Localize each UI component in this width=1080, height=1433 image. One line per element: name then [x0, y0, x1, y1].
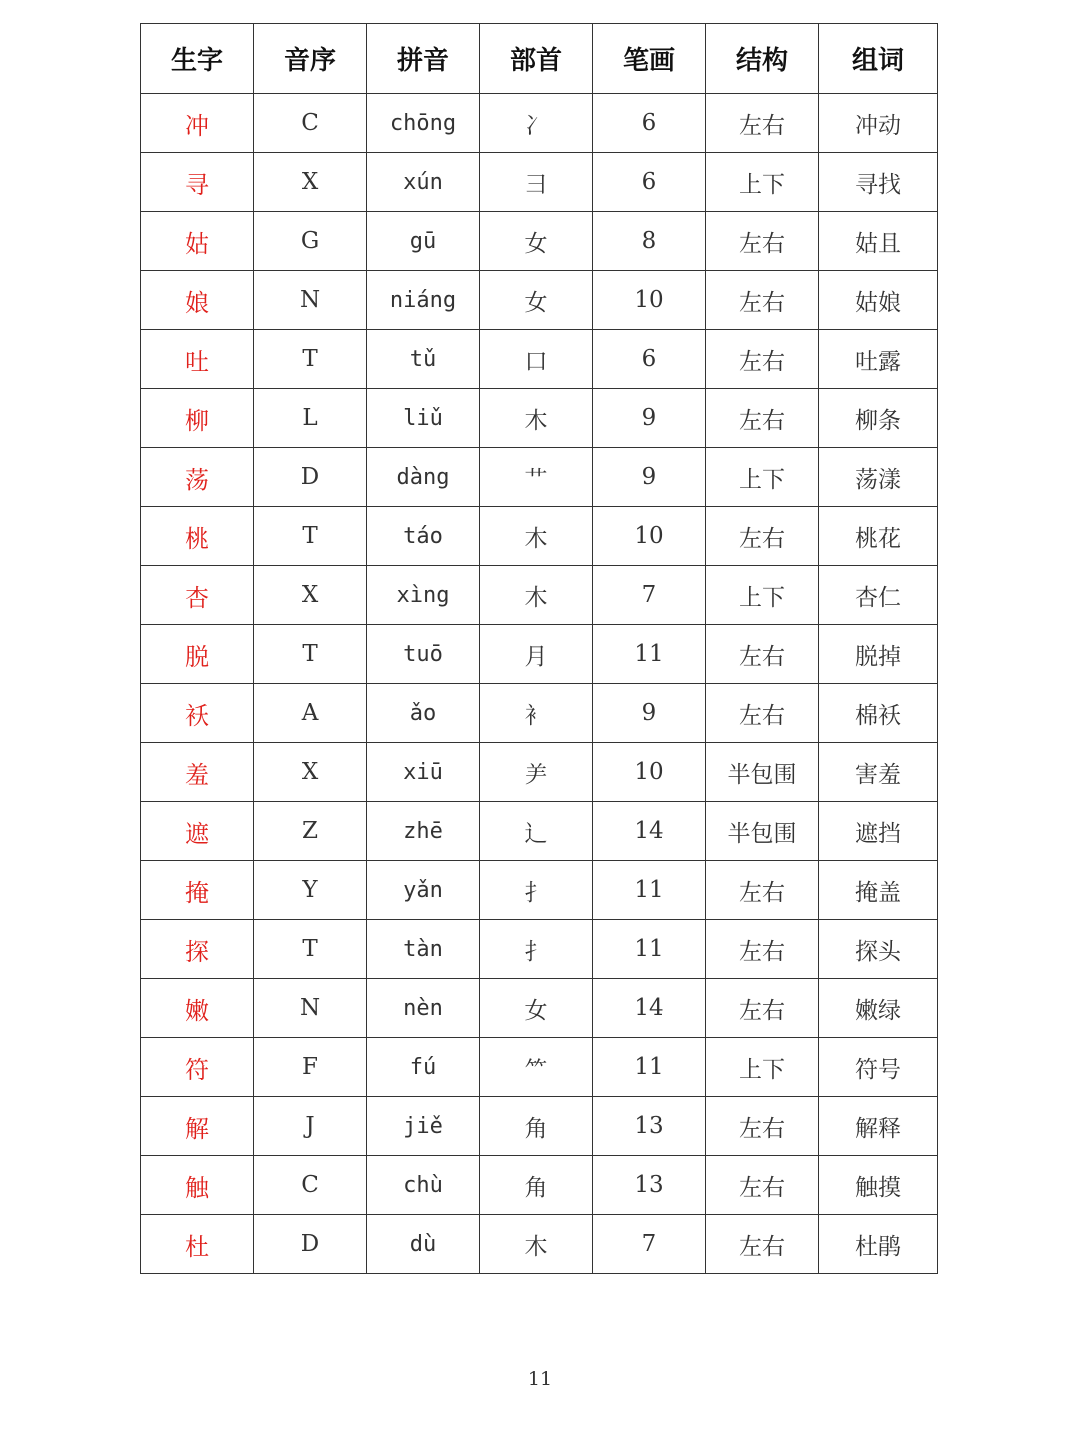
- character-cell: 嫩: [141, 979, 254, 1038]
- table-row: [141, 448, 938, 507]
- radical-cell: 女: [480, 979, 593, 1038]
- word-cell: 杜鹃: [819, 1215, 938, 1274]
- strokes-cell: 10: [593, 271, 706, 330]
- structure-cell: 左右: [706, 979, 819, 1038]
- strokes-cell: 13: [593, 1156, 706, 1215]
- vocabulary-table: [140, 23, 938, 1274]
- strokes-cell: 9: [593, 389, 706, 448]
- character-cell: 遮: [141, 802, 254, 861]
- structure-cell: 左右: [706, 330, 819, 389]
- word-cell: 姑且: [819, 212, 938, 271]
- character-cell: 探: [141, 920, 254, 979]
- structure-cell: 上下: [706, 153, 819, 212]
- structure-cell: 左右: [706, 389, 819, 448]
- header-strokes: 笔画: [593, 24, 706, 94]
- structure-cell: 上下: [706, 448, 819, 507]
- strokes-cell: 13: [593, 1097, 706, 1156]
- character-cell: 寻: [141, 153, 254, 212]
- table-row: [141, 743, 938, 802]
- pinyin-cell: jiě: [367, 1097, 480, 1156]
- word-cell: 荡漾: [819, 448, 938, 507]
- word-cell: 遮挡: [819, 802, 938, 861]
- radical-cell: 辶: [480, 802, 593, 861]
- header-pinyin: 拼音: [367, 24, 480, 94]
- structure-cell: 左右: [706, 1097, 819, 1156]
- structure-cell: 左右: [706, 507, 819, 566]
- table-row: [141, 1215, 938, 1274]
- character-cell: 掩: [141, 861, 254, 920]
- pinyin-cell: xún: [367, 153, 480, 212]
- table-row: [141, 1097, 938, 1156]
- initial-cell: T: [254, 920, 367, 979]
- pinyin-cell: dù: [367, 1215, 480, 1274]
- initial-cell: T: [254, 625, 367, 684]
- radical-cell: ⺮: [480, 1038, 593, 1097]
- character-cell: 杜: [141, 1215, 254, 1274]
- pinyin-cell: liǔ: [367, 389, 480, 448]
- header-structure: 结构: [706, 24, 819, 94]
- radical-cell: 衤: [480, 684, 593, 743]
- pinyin-cell: yǎn: [367, 861, 480, 920]
- strokes-cell: 6: [593, 153, 706, 212]
- pinyin-cell: táo: [367, 507, 480, 566]
- structure-cell: 左右: [706, 212, 819, 271]
- character-cell: 羞: [141, 743, 254, 802]
- initial-cell: C: [254, 1156, 367, 1215]
- structure-cell: 左右: [706, 920, 819, 979]
- strokes-cell: 11: [593, 920, 706, 979]
- structure-cell: 左右: [706, 1156, 819, 1215]
- word-cell: 触摸: [819, 1156, 938, 1215]
- character-cell: 娘: [141, 271, 254, 330]
- table-header-row: [141, 24, 938, 94]
- strokes-cell: 7: [593, 566, 706, 625]
- strokes-cell: 9: [593, 448, 706, 507]
- pinyin-cell: xiū: [367, 743, 480, 802]
- initial-cell: G: [254, 212, 367, 271]
- pinyin-cell: tàn: [367, 920, 480, 979]
- radical-cell: 木: [480, 389, 593, 448]
- pinyin-cell: nèn: [367, 979, 480, 1038]
- initial-cell: J: [254, 1097, 367, 1156]
- table-row: [141, 802, 938, 861]
- character-cell: 杏: [141, 566, 254, 625]
- table-row: [141, 330, 938, 389]
- strokes-cell: 8: [593, 212, 706, 271]
- character-cell: 冲: [141, 94, 254, 153]
- table-row: [141, 684, 938, 743]
- structure-cell: 左右: [706, 684, 819, 743]
- word-cell: 探头: [819, 920, 938, 979]
- pinyin-cell: chōng: [367, 94, 480, 153]
- page-number: 11: [527, 1368, 553, 1390]
- radical-cell: 口: [480, 330, 593, 389]
- table-row: [141, 625, 938, 684]
- word-cell: 符号: [819, 1038, 938, 1097]
- character-cell: 袄: [141, 684, 254, 743]
- initial-cell: Y: [254, 861, 367, 920]
- character-cell: 荡: [141, 448, 254, 507]
- character-cell: 符: [141, 1038, 254, 1097]
- word-cell: 姑娘: [819, 271, 938, 330]
- structure-cell: 左右: [706, 625, 819, 684]
- word-cell: 寻找: [819, 153, 938, 212]
- header-initial: 音序: [254, 24, 367, 94]
- table-row: [141, 566, 938, 625]
- strokes-cell: 11: [593, 861, 706, 920]
- strokes-cell: 9: [593, 684, 706, 743]
- initial-cell: A: [254, 684, 367, 743]
- table-row: [141, 94, 938, 153]
- header-radical: 部首: [480, 24, 593, 94]
- pinyin-cell: chù: [367, 1156, 480, 1215]
- header-word: 组词: [819, 24, 938, 94]
- structure-cell: 左右: [706, 861, 819, 920]
- structure-cell: 左右: [706, 271, 819, 330]
- character-cell: 姑: [141, 212, 254, 271]
- radical-cell: 彐: [480, 153, 593, 212]
- initial-cell: D: [254, 448, 367, 507]
- table-row: [141, 153, 938, 212]
- pinyin-cell: zhē: [367, 802, 480, 861]
- table-row: [141, 389, 938, 448]
- initial-cell: X: [254, 743, 367, 802]
- radical-cell: 木: [480, 566, 593, 625]
- radical-cell: 角: [480, 1097, 593, 1156]
- structure-cell: 半包围: [706, 802, 819, 861]
- initial-cell: F: [254, 1038, 367, 1097]
- radical-cell: 角: [480, 1156, 593, 1215]
- pinyin-cell: fú: [367, 1038, 480, 1097]
- initial-cell: T: [254, 507, 367, 566]
- structure-cell: 上下: [706, 566, 819, 625]
- initial-cell: Z: [254, 802, 367, 861]
- radical-cell: 木: [480, 1215, 593, 1274]
- radical-cell: 扌: [480, 861, 593, 920]
- table-row: [141, 920, 938, 979]
- pinyin-cell: tǔ: [367, 330, 480, 389]
- word-cell: 桃花: [819, 507, 938, 566]
- character-cell: 柳: [141, 389, 254, 448]
- table-row: [141, 979, 938, 1038]
- word-cell: 杏仁: [819, 566, 938, 625]
- table-body: [141, 94, 938, 1274]
- table-row: [141, 1038, 938, 1097]
- strokes-cell: 6: [593, 330, 706, 389]
- table-row: [141, 271, 938, 330]
- strokes-cell: 11: [593, 1038, 706, 1097]
- strokes-cell: 14: [593, 802, 706, 861]
- initial-cell: C: [254, 94, 367, 153]
- pinyin-cell: dàng: [367, 448, 480, 507]
- radical-cell: 女: [480, 271, 593, 330]
- radical-cell: 艹: [480, 448, 593, 507]
- character-cell: 吐: [141, 330, 254, 389]
- character-cell: 解: [141, 1097, 254, 1156]
- word-cell: 害羞: [819, 743, 938, 802]
- word-cell: 解释: [819, 1097, 938, 1156]
- character-cell: 触: [141, 1156, 254, 1215]
- initial-cell: N: [254, 271, 367, 330]
- strokes-cell: 10: [593, 507, 706, 566]
- radical-cell: 女: [480, 212, 593, 271]
- initial-cell: T: [254, 330, 367, 389]
- strokes-cell: 14: [593, 979, 706, 1038]
- table-row: [141, 1156, 938, 1215]
- radical-cell: 木: [480, 507, 593, 566]
- radical-cell: 冫: [480, 94, 593, 153]
- structure-cell: 左右: [706, 94, 819, 153]
- word-cell: 吐露: [819, 330, 938, 389]
- initial-cell: X: [254, 566, 367, 625]
- structure-cell: 上下: [706, 1038, 819, 1097]
- character-cell: 脱: [141, 625, 254, 684]
- word-cell: 柳条: [819, 389, 938, 448]
- pinyin-cell: niáng: [367, 271, 480, 330]
- word-cell: 掩盖: [819, 861, 938, 920]
- initial-cell: N: [254, 979, 367, 1038]
- word-cell: 嫩绿: [819, 979, 938, 1038]
- initial-cell: X: [254, 153, 367, 212]
- strokes-cell: 11: [593, 625, 706, 684]
- pinyin-cell: gū: [367, 212, 480, 271]
- radical-cell: ⺶: [480, 743, 593, 802]
- word-cell: 冲动: [819, 94, 938, 153]
- structure-cell: 左右: [706, 1215, 819, 1274]
- pinyin-cell: ǎo: [367, 684, 480, 743]
- table-row: [141, 507, 938, 566]
- strokes-cell: 10: [593, 743, 706, 802]
- structure-cell: 半包围: [706, 743, 819, 802]
- word-cell: 棉袄: [819, 684, 938, 743]
- table-row: [141, 212, 938, 271]
- character-cell: 桃: [141, 507, 254, 566]
- header-character: 生字: [141, 24, 254, 94]
- pinyin-cell: xìng: [367, 566, 480, 625]
- strokes-cell: 6: [593, 94, 706, 153]
- initial-cell: D: [254, 1215, 367, 1274]
- strokes-cell: 7: [593, 1215, 706, 1274]
- radical-cell: 月: [480, 625, 593, 684]
- table-row: [141, 861, 938, 920]
- initial-cell: L: [254, 389, 367, 448]
- word-cell: 脱掉: [819, 625, 938, 684]
- pinyin-cell: tuō: [367, 625, 480, 684]
- radical-cell: 扌: [480, 920, 593, 979]
